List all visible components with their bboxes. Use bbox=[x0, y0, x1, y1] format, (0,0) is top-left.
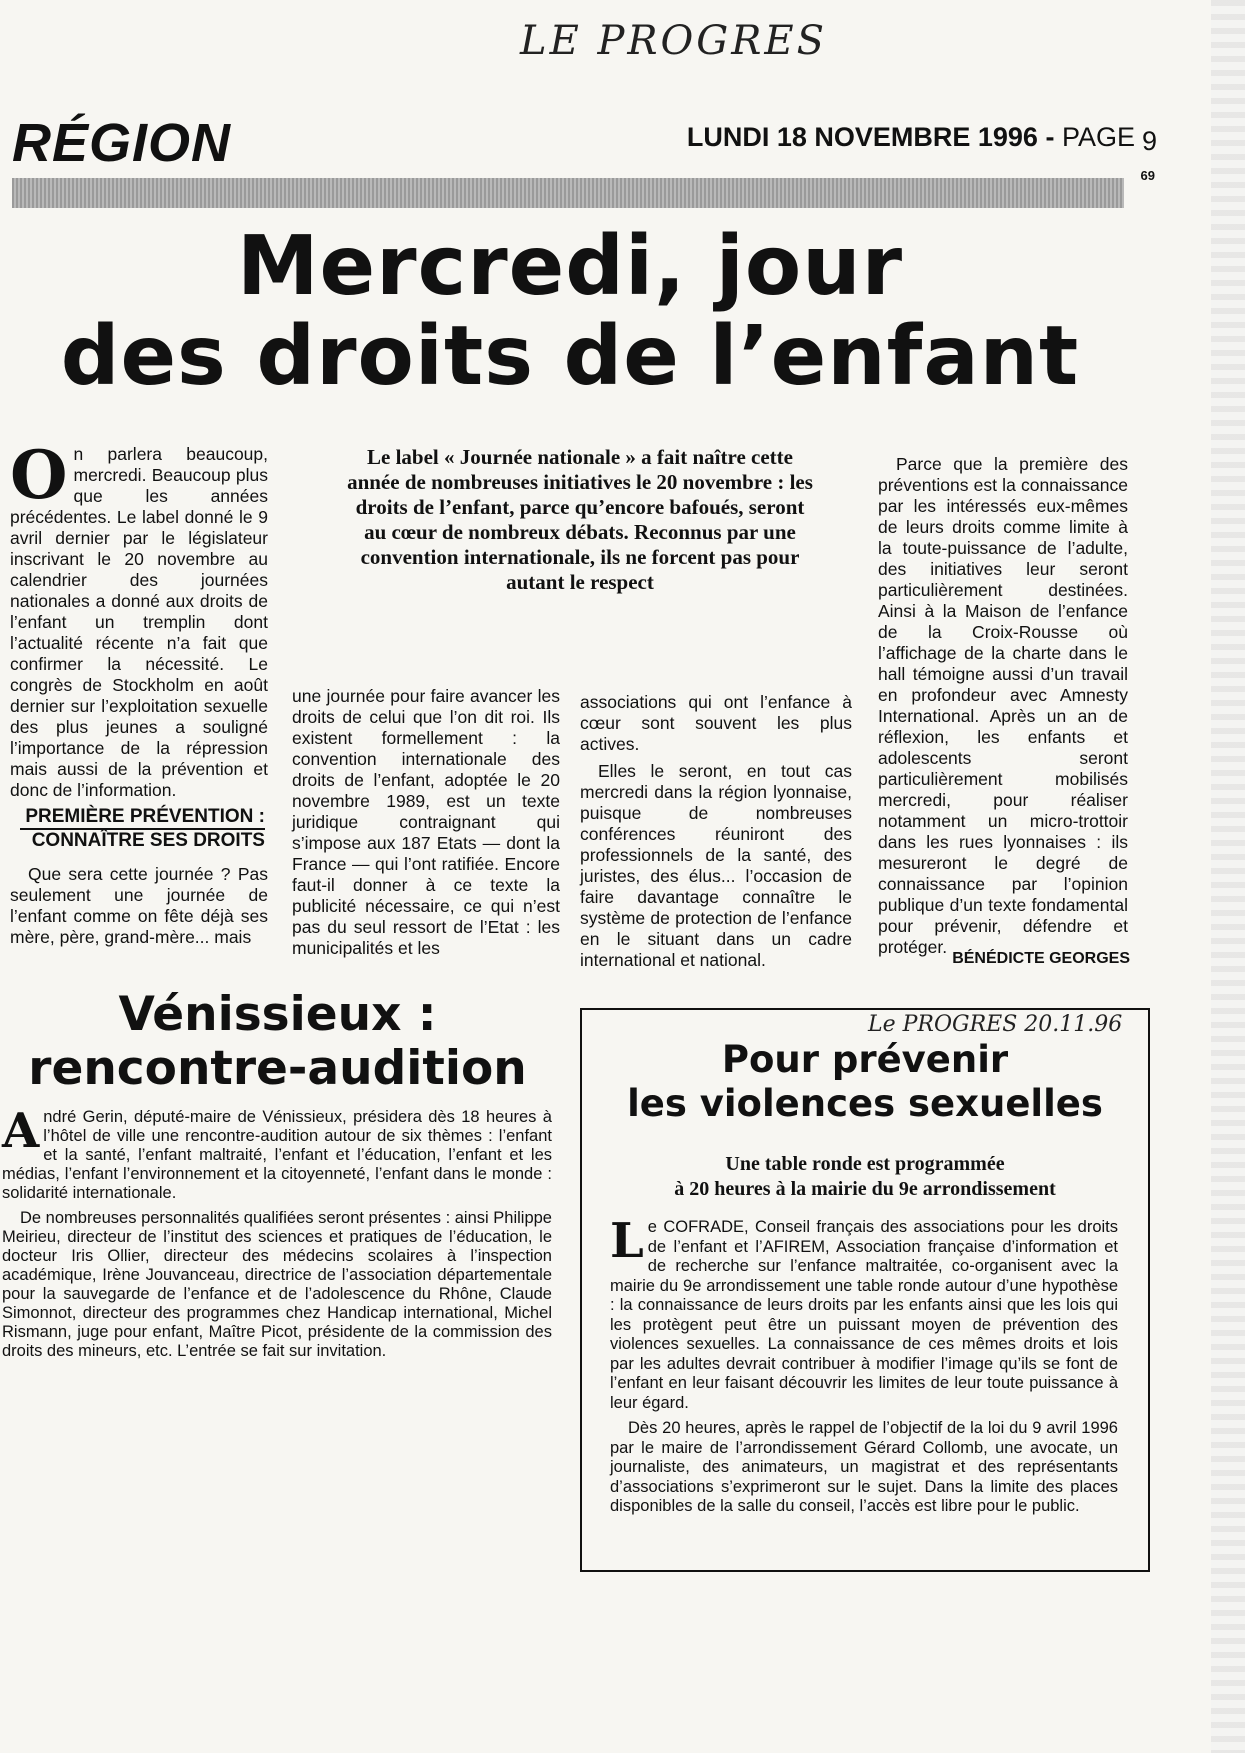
page-label: PAGE bbox=[1061, 122, 1135, 152]
page-sub-number: 69 bbox=[1140, 168, 1155, 183]
paragraph: Que sera cette journée ? Pas seulement une journée de l’enfant comme on fête déjà ses mère, père, grand-mère... mais bbox=[10, 864, 268, 947]
main-headline bbox=[40, 219, 1100, 404]
dropcap: O bbox=[10, 436, 68, 514]
bleed-through bbox=[185, 1260, 565, 1640]
paragraph: e COFRADE, Conseil français des associations pour les droits de l’enfant et l’AFIREM, Association française d’information et de recherche sur l’enfance maltraitée, co-organisent avec la mairie du 9e arrondissement une table ronde autour d’une hypothèse : la connaissance de leurs droits par les enfants ainsi que les lois qui les protègent peut être un puissant moyen de prévention des violences sexuelles. La connaissance de ces mêmes droits et lois par les adultes devrait contribuer à modifier l’image qu’ils se font de l’enfant en leur faisant découvrir les limites de leur toute puissance à leur égard. bbox=[610, 1218, 1118, 1412]
paragraph: Dès 20 heures, après le rappel de l’objectif de la loi du 9 avril 1996 par le maire de l’arrondissement Gérard Collomb, une avocate, un journaliste, des animateurs, un magistrat et des représentants d’associations s’exprimeront sur le sujet. Dans la limite des places disponibles de la salle du conseil, l’accès est libre pour le public. bbox=[610, 1419, 1118, 1515]
dateline bbox=[687, 122, 1135, 153]
main-headline-line2: des droits de l’enfant bbox=[60, 309, 1080, 404]
paragraph: Elles le seront, en tout cas mercredi dans la région lyonnaise, puisque de nombreuses conférences réuniront des professionnels de la santé, des juristes, des élus... l’occasion de faire davantage connaître le système de protection de l’enfance en le situant dans un cadre international et national. bbox=[580, 761, 852, 970]
article3-body bbox=[610, 1213, 1118, 1523]
subhead-line1: PREMIÈRE PRÉVENTION : bbox=[20, 806, 265, 830]
article1-column1b bbox=[10, 864, 268, 954]
subhead bbox=[20, 806, 265, 852]
issue-date: LUNDI 18 NOVEMBRE 1996 - bbox=[686, 122, 1055, 152]
article3-headline bbox=[590, 1038, 1140, 1126]
paragraph: une journée pour faire avancer les droits de celui que l’on dit roi. Ils existent formellement : la convention internationale des droits de l’enfant, adoptée le 20 novembre 1989, est un texte juridique contraignant qui s’impose aux 187 Etats — dont la France — qui l’ont ratifiée. Encore faut-il donner à ce texte la publicité nécessaire, ce qui n’est pas du seul ressort de l’Etat : les municipalités et les bbox=[292, 686, 560, 958]
article1-column1 bbox=[10, 436, 268, 807]
paragraph: associations qui ont l’enfance à cœur sont souvent les plus actives. bbox=[580, 692, 852, 754]
header-band bbox=[12, 178, 1124, 208]
article2-headline bbox=[0, 988, 555, 1096]
page-number: 9 bbox=[1141, 126, 1157, 156]
chapo: Le label « Journée nationale » a fait naître cette année de nombreuses initiatives le 20 novembre : les droits de l’enfant, parce qu’encore bafoués, seront au cœur de nombreux débats. Reconnus par une convention internationale, ils ne forcent pas pour autant le respect bbox=[347, 445, 813, 594]
section-title: RÉGION bbox=[12, 113, 232, 173]
handwritten-title: LE PROGRES bbox=[520, 18, 827, 64]
paragraph: n parlera beaucoup, mercredi. Beaucoup plus que les années précédentes. Le label donné le 9 avril dernier par le législateur inscrivant le 20 novembre au calendrier des journées nationales a donné aux droits de l’enfant un tremplin dont l’actualité récente n’a fait que confirmer la nécessité. Le congrès de Stockholm en août dernier sur l’exploitation sexuelle des plus jeunes a souligné l’importance de la répression mais aussi de la prévention et donc de l’information. bbox=[10, 444, 268, 800]
paragraph: De nombreuses personnalités qualifiées seront présentes : ainsi Philippe Meirieu, directeur de l’institut des sciences et pratiques de l’éducation, le docteur Iris Ollier, directeur des médecins scolaires à l’inspection académique, Irène Jouvanceau, directrice de l’association départementale pour la sauvegarde de l’enfance et de l’adolescence du Rhône, Claude Simonnot, directeur des programmes chez Handicap international, Michel Rismann, juge pour enfant, Maître Picot, présidente de la commission des droits des mineurs, etc. L’entrée se fait sur invitation. bbox=[2, 1209, 552, 1360]
article3-chapo-line2: à 20 heures à la mairie du 9e arrondissement bbox=[674, 1178, 1056, 1200]
article3-headline-line1: Pour prévenir bbox=[721, 1038, 1009, 1081]
article1-column2 bbox=[292, 686, 560, 965]
main-headline-line1: Mercredi, jour bbox=[236, 219, 904, 314]
handwritten-note: Le PROGRES 20.11.96 bbox=[868, 1012, 1123, 1037]
article3-headline-line2: les violences sexuelles bbox=[627, 1082, 1103, 1125]
article2-headline-line2: rencontre-audition bbox=[28, 1041, 527, 1096]
dropcap: L bbox=[610, 1213, 644, 1269]
article1-column3 bbox=[580, 692, 852, 977]
paragraph: Parce que la première des préventions est la connaissance par les intéressés eux-mêmes de leurs droits comme limite à la toute-puissance de l’adulte, des initiatives leur seront particulièrement destinées. Ainsi à la Maison de l’enfance de la Croix-Rousse où l’affichage de la charte dans le hall témoigne aussi d’un travail en profondeur avec Amnesty International. Après un an de réflexion, les enfants et adolescents seront particulièrement mobilisés mercredi, pour réaliser notamment un micro-trottoir dans les rues lyonnaises : ils mesureront le degré de connaissance par l’opinion publique d’un texte fondamental pour prévenir, défendre et protéger. bbox=[878, 454, 1128, 957]
article1-column4 bbox=[878, 454, 1128, 964]
byline: BÉNÉDICTE GEORGES bbox=[952, 950, 1130, 967]
article3-chapo bbox=[600, 1152, 1130, 1202]
dropcap: A bbox=[2, 1103, 40, 1159]
subhead-line2: CONNAÎTRE SES DROITS bbox=[31, 830, 265, 851]
scan-edge bbox=[1211, 0, 1245, 1753]
paragraph: ndré Gerin, député-maire de Vénissieux, présidera dès 18 heures à l’hôtel de ville une rencontre-audition autour de six thèmes : l’enfant et la santé, l’enfant maltraité, l’enfant et l’éducation, l’enfant et les médias, l’enfant l’environnement et la citoyenneté, l’enfant dans le monde : solidarité internationale. bbox=[2, 1108, 552, 1202]
article2-headline-line1: Vénissieux : bbox=[118, 987, 437, 1042]
article3-chapo-line1: Une table ronde est programmée bbox=[725, 1153, 1005, 1175]
